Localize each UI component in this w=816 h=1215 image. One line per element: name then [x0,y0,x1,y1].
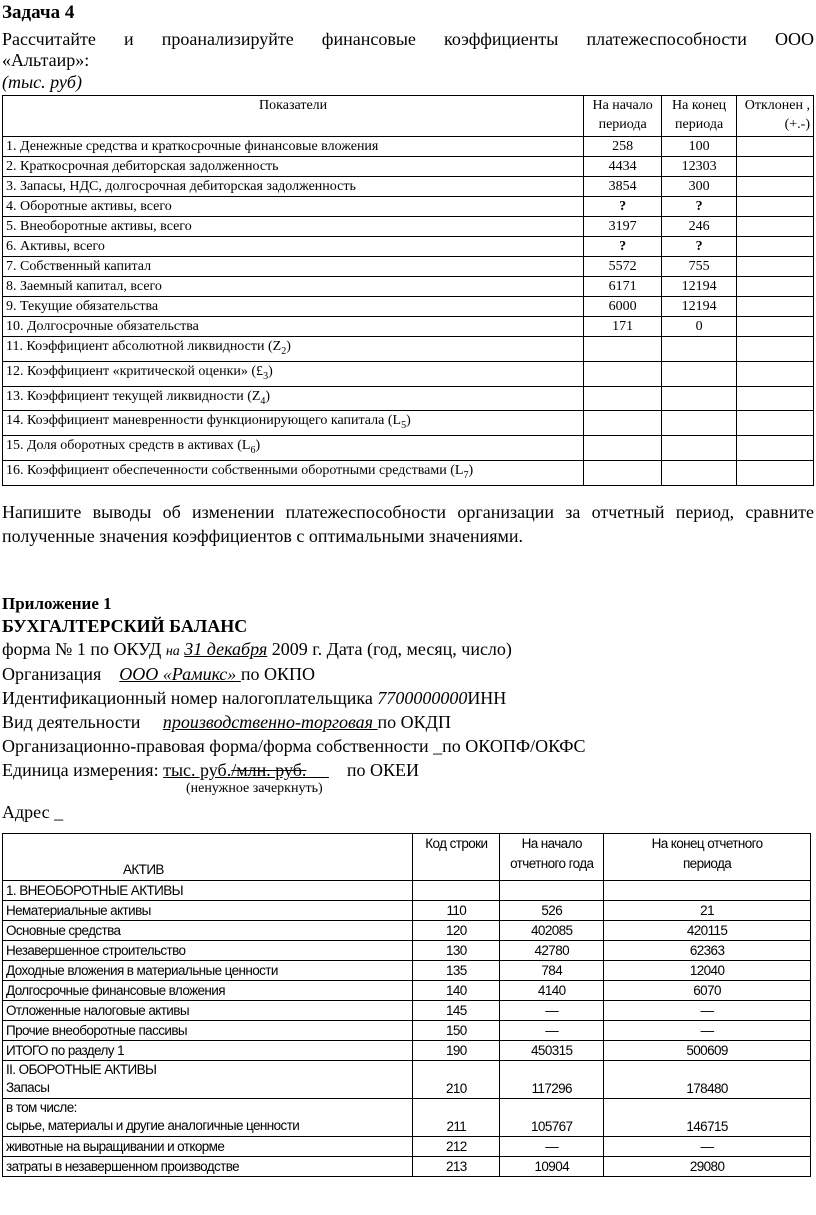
indicator-name: 6. Активы, всего [3,237,584,257]
line-code: 210 [413,1061,500,1099]
task-text: Рассчитайте и проанализируйте финансовые коэффициенты платежеспособности ООО [2,29,814,49]
value-deviation [737,177,814,197]
coef-deviation [737,337,814,362]
coef-deviation [737,460,814,485]
asset-name: Долгосрочные финансовые вложения [3,981,413,1001]
table-row [3,317,814,337]
appendix-title: Приложение 1 [2,594,112,613]
value-end: — [604,1137,811,1157]
inn-value: 7700000000 [377,688,468,708]
coef-end [662,436,737,461]
coef-end [662,361,737,386]
table-row [3,297,814,317]
coef-start [584,386,662,411]
org-name: ООО «Рамикс» [119,664,237,684]
asset-name: в том числе: сырье, материалы и другие аналогичные ценности [3,1099,413,1137]
header-end-period: На конец отчетного периода [604,834,811,881]
value-deviation [737,137,814,157]
unit-line: Единица измерения: тыс. руб./млн. руб. по ОКЕИ [2,760,420,780]
asset-name: Основные средства [3,921,413,941]
value-end: 755 [662,257,737,277]
value-start: 784 [500,961,604,981]
value-end: 12303 [662,157,737,177]
value-end: 0 [662,317,737,337]
legal-line: Организационно-правовая форма/форма собственности _по ОКОПФ/ОКФС [2,736,586,756]
table-row [3,1001,811,1021]
table-row [3,137,814,157]
table-row [3,941,811,961]
indicator-name: 8. Заемный капитал, всего [3,277,584,297]
value-start: ? [584,237,662,257]
balance-table [2,833,811,1177]
indicator-name: 10. Долгосрочные обязательства [3,317,584,337]
header-indicators: Показатели [3,96,584,137]
line-code: 212 [413,1137,500,1157]
table-row [3,217,814,237]
activity-value: производственно-торговая [162,712,374,732]
asset-name: Незавершенное строительство [3,941,413,961]
value-end: 21 [604,901,811,921]
value-start: 402085 [500,921,604,941]
empty [500,881,604,901]
units-label: (тыс. руб) [2,72,82,92]
coef-name: 16. Коэффициент обеспеченности собственными оборотными средствами $(L_7)$ [3,460,584,485]
conclusion-text: Напишите выводы об изменении платежеспособности организации за отчетный период, сравните полученные значения коэффициентов с оптимальными значениями. [2,502,814,546]
coef-end [662,411,737,436]
coef-start [584,361,662,386]
total-name: ИТОГО по разделу 1 [3,1041,413,1061]
coef-row [3,411,814,436]
coef-deviation [737,386,814,411]
org-line: Организация ООО «Рамикс» по ОКПО [2,664,315,684]
value-start: — [500,1021,604,1041]
line-code: 145 [413,1001,500,1021]
value-start: 6000 [584,297,662,317]
value-start: 3854 [584,177,662,197]
value-start: — [500,1001,604,1021]
balance-title: БУХГАЛТЕРСКИЙ БАЛАНС [2,616,248,636]
value-start: 450315 [500,1041,604,1061]
value-end: 500609 [604,1041,811,1061]
value-start: 10904 [500,1157,604,1177]
value-start: 6171 [584,277,662,297]
coef-row [3,361,814,386]
value-end: 62363 [604,941,811,961]
empty [604,881,811,901]
value-end: 12194 [662,297,737,317]
unit-note: (ненужное зачеркнуть) [186,781,323,796]
task-text-2: «Альтаир»: [2,50,90,70]
coef-name: 13. Коэффициент текущей ликвидности $(Z_4)$ [3,386,584,411]
value-end: 178480 [604,1061,811,1099]
table-row [3,157,814,177]
value-end: 300 [662,177,737,197]
coef-start [584,460,662,485]
balance-header-row [3,834,811,881]
value-end: — [604,1021,811,1041]
table-row [3,1099,811,1137]
value-end: 420115 [604,921,811,941]
coef-end [662,337,737,362]
line-code: 150 [413,1021,500,1041]
value-start: ? [584,197,662,217]
header-activ: АКТИВ [3,834,413,881]
asset-name: Нематериальные активы [3,901,413,921]
value-start: 105767 [500,1099,604,1137]
asset-name: Прочие внеоборотные пассивы [3,1021,413,1041]
table-row [3,177,814,197]
coef-end [662,460,737,485]
line-code: 110 [413,901,500,921]
coef-end [662,386,737,411]
inn-line: Идентификационный номер налогоплательщика 7700000000ИНН [2,688,507,708]
value-deviation [737,317,814,337]
form-date: 31 декабря [184,639,268,659]
coef-deviation [737,411,814,436]
value-start: 5572 [584,257,662,277]
task-title: Задача 4 [2,2,75,23]
table-row [3,901,811,921]
indicator-name: 5. Внеоборотные активы, всего [3,217,584,237]
coef-deviation [737,361,814,386]
line-code: 190 [413,1041,500,1061]
value-deviation [737,197,814,217]
value-start: 42780 [500,941,604,961]
value-end: 146715 [604,1099,811,1137]
coef-name: 11. Коэффициент абсолютной ликвидности $(Z_2)$ [3,337,584,362]
table-row [3,961,811,981]
coef-name: 14. Коэффициент маневренности функционирующего капитала $(L_5)$ [3,411,584,436]
coef-row [3,436,814,461]
table-row [3,197,814,217]
line-code: 140 [413,981,500,1001]
indicator-name: 9. Текущие обязательства [3,297,584,317]
coef-name: 12. Коэффициент «критической оценки» $(£_3)$ [3,361,584,386]
total-row [3,1041,811,1061]
coef-name: 15. Доля оборотных средств в активах $(L_6)$ [3,436,584,461]
activity-line: Вид деятельности производственно-торговая по ОКДП [2,712,451,732]
header-end: На конец периода [662,96,737,137]
indicator-name: 2. Краткосрочная дебиторская задолженность [3,157,584,177]
value-start: 526 [500,901,604,921]
value-start: 171 [584,317,662,337]
section-title: 1. ВНЕОБОРОТНЫЕ АКТИВЫ [3,881,413,901]
header-code: Код строки [413,834,500,881]
header-start-year: На начало отчетного года [500,834,604,881]
table-row [3,257,814,277]
value-end: 6070 [604,981,811,1001]
table-row [3,1061,811,1099]
coef-deviation [737,436,814,461]
value-start: 4434 [584,157,662,177]
value-start: — [500,1137,604,1157]
asset-name: затраты в незавершенном производстве [3,1157,413,1177]
value-end: ? [662,237,737,257]
coef-row [3,460,814,485]
value-deviation [737,157,814,177]
value-end: — [604,1001,811,1021]
table-row [3,237,814,257]
table-row [3,1137,811,1157]
line-code: 135 [413,961,500,981]
table-row [3,981,811,1001]
line-code: 130 [413,941,500,961]
value-end: 12194 [662,277,737,297]
header-start: На начало периода [584,96,662,137]
indicator-name: 4. Оборотные активы, всего [3,197,584,217]
value-deviation [737,237,814,257]
indicator-name: 1. Денежные средства и краткосрочные финансовые вложения [3,137,584,157]
coef-start [584,337,662,362]
value-end: ? [662,197,737,217]
form-line: форма № 1 по ОКУД на 31 декабря 2009 г. Дата (год, месяц, число) [2,639,512,659]
address-line: Адрес _ [2,802,64,822]
line-code: 211 [413,1099,500,1137]
table-header-row [3,96,814,137]
value-deviation [737,257,814,277]
line-code: 120 [413,921,500,941]
empty [413,881,500,901]
value-end: 12040 [604,961,811,981]
indicator-name: 7. Собственный капитал [3,257,584,277]
value-deviation [737,297,814,317]
section-row [3,881,811,901]
value-end: 29080 [604,1157,811,1177]
value-start: 3197 [584,217,662,237]
line-code: 213 [413,1157,500,1177]
value-deviation [737,277,814,297]
value-deviation [737,217,814,237]
table-row [3,1157,811,1177]
table-row [3,277,814,297]
table-row [3,1021,811,1041]
coef-row [3,337,814,362]
value-end: 100 [662,137,737,157]
coef-row [3,386,814,411]
coef-start [584,436,662,461]
indicator-name: 3. Запасы, НДС, долгосрочная дебиторская задолженность [3,177,584,197]
value-end: 246 [662,217,737,237]
asset-name: II. ОБОРОТНЫЕ АКТИВЫ Запасы [3,1061,413,1099]
asset-name: животные на выращивании и откорме [3,1137,413,1157]
asset-name: Доходные вложения в материальные ценности [3,961,413,981]
asset-name: Отложенные налоговые активы [3,1001,413,1021]
value-start: 4140 [500,981,604,1001]
value-start: 117296 [500,1061,604,1099]
header-deviation: Отклонен , (+.-) [737,96,814,137]
ratios-table [2,95,814,486]
table-row [3,921,811,941]
value-start: 258 [584,137,662,157]
coef-start [584,411,662,436]
